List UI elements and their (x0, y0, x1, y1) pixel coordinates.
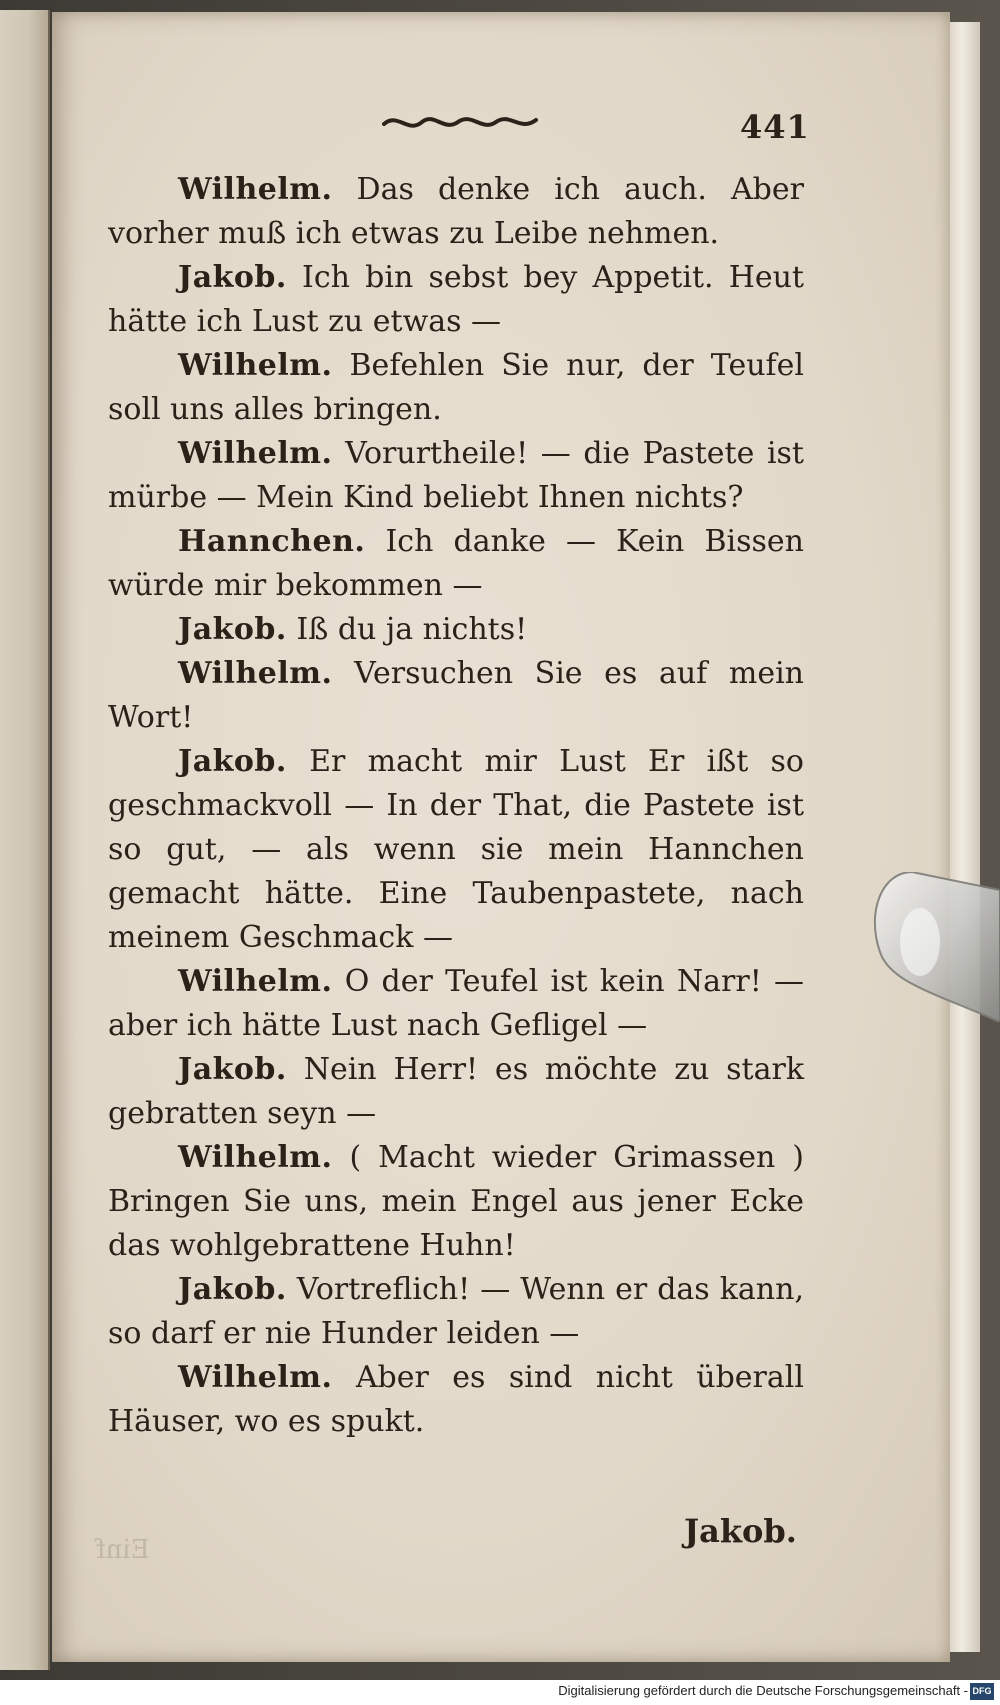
previous-page-edge (0, 10, 50, 1670)
dialogue-text: Das denke ich auch. Aber vorher muß ich etwas zu Leibe nehmen. (108, 172, 804, 251)
speaker-name: Wilhelm. (178, 656, 333, 691)
speaker-name: Jakob. (178, 744, 287, 779)
dialogue-line (108, 168, 804, 256)
speaker-name: Wilhelm. (178, 1140, 333, 1175)
page-number: 441 (740, 108, 810, 146)
page-clip-icon (872, 872, 1000, 1022)
dialogue-line (108, 740, 804, 960)
dialogue-text: ( Macht wieder Grimassen ) Bringen Sie uns, mein Engel aus jener Ecke das wohlgebrattene Huhn! (108, 1140, 804, 1263)
speaker-name: Wilhelm. (178, 1360, 333, 1395)
dialogue-line (108, 1268, 804, 1356)
dialogue-line (108, 1136, 804, 1268)
dialogue-text: O der Teufel ist kein Narr! — aber ich hätte Lust nach Gefligel — (108, 964, 804, 1043)
dialogue-line (108, 432, 804, 520)
dialogue-line (108, 608, 804, 652)
dialogue-text: Iß du ja nichts! (296, 612, 528, 647)
speaker-name: Jakob. (178, 1052, 287, 1087)
dialogue-line (108, 960, 804, 1048)
dialogue-text: Nein Herr! es möchte zu stark gebratten seyn — (108, 1052, 805, 1131)
bleed-through-text: Einf (96, 1535, 150, 1565)
speaker-name: Wilhelm. (178, 964, 333, 999)
catchword: Jakob. (684, 1512, 797, 1550)
dfg-logo: DFG (970, 1683, 994, 1700)
dialogue-text: Er macht mir Lust Er ißt so geschmackvoll — In der That, die Pastete ist so gut, — als wenn sie mein Hannchen gemacht hätte. Eine Taubenpastete, nach meinem Geschmack — (108, 744, 804, 955)
dialogue-text: Versuchen Sie es auf mein Wort! (108, 656, 804, 735)
page-text (108, 168, 804, 1444)
dialogue-line (108, 652, 804, 740)
speaker-name: Wilhelm. (178, 172, 333, 207)
dialogue-line (108, 520, 804, 608)
dialogue-text: Aber es sind nicht überall Häuser, wo es spukt. (108, 1360, 804, 1439)
speaker-name: Jakob. (178, 1272, 287, 1307)
dialogue-line (108, 344, 804, 432)
dialogue-line (108, 1356, 804, 1444)
dialogue-line (108, 1048, 804, 1136)
speaker-name: Jakob. (178, 612, 287, 647)
dialogue-text: Vorurtheile! — die Pastete ist mürbe — Mein Kind beliebt Ihnen nichts? (108, 436, 804, 515)
dialogue-text: Vortreflich! — Wenn er das kann, so darf er nie Hunder leiden — (108, 1272, 804, 1351)
speaker-name: Jakob. (178, 260, 287, 295)
page-stack-edge (950, 22, 980, 1652)
dialogue-text: Befehlen Sie nur, der Teufel soll uns alles bringen. (108, 348, 804, 427)
speaker-name: Wilhelm. (178, 348, 333, 383)
header-ornament (380, 108, 540, 136)
speaker-name: Hannchen. (178, 524, 366, 559)
dialogue-line (108, 256, 804, 344)
dialogue-text: Ich danke — Kein Bissen würde mir bekommen — (108, 524, 804, 603)
digitization-credit: Digitalisierung gefördert durch die Deutsche Forschungsgemeinschaft - (558, 1683, 968, 1698)
dialogue-text: Ich bin sebst bey Appetit. Heut hätte ich Lust zu etwas — (108, 260, 804, 339)
speaker-name: Wilhelm. (178, 436, 333, 471)
